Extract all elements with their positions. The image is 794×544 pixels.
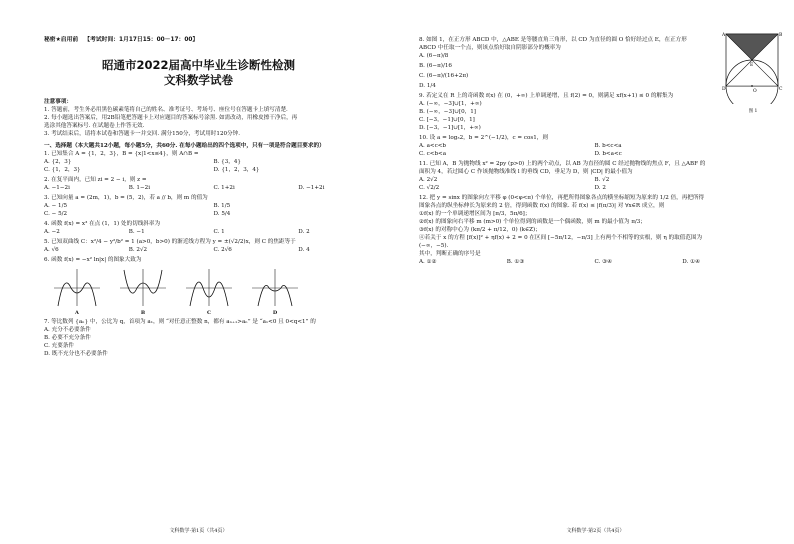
figure-1 [722, 30, 784, 114]
point-c-label: C [779, 87, 783, 92]
q6-graph-d [250, 266, 300, 316]
q3-option-a: A. − 1/5 [44, 203, 68, 209]
question-3: 3. 已知向量 a = (2m，1)，b = (5，2)，若 a // b，则 m 的值为 [44, 195, 208, 201]
q1-options-row2 [44, 166, 383, 174]
q3-options [44, 202, 383, 210]
q7-option-a: A. 充分不必要条件 [44, 327, 91, 333]
square-circle-diagram [722, 30, 784, 104]
question-4: 4. 函数 f(x) = x³ 在点 (1，1) 处的切线斜率为 [44, 221, 161, 227]
q12-option-a: A. ①② [419, 259, 437, 265]
point-d-label: D [722, 87, 726, 92]
q12-statement-4: ④若关于 x 的方程 [f(x)]² + ηf(x) + 2 = 0 在区间 [−5π/12，−π/3] 上有两个不相等的实根，则 η 的取值范围为 [419, 235, 703, 241]
q6-label-b: B [140, 310, 146, 316]
q6-graph-a-plot [52, 266, 102, 310]
q10-options [419, 142, 770, 150]
exam-time: 【考试时间：1月17日15：00－17：00】 [84, 37, 199, 43]
q5-option-b: B. 2√2 [128, 247, 148, 253]
question-2: 2. 在复平面内，已知 zi = 2 − i，则 z = [44, 177, 147, 183]
q7-option-b: B. 必要不充分条件 [44, 335, 91, 341]
q5-option-d: D. 4 [298, 247, 310, 253]
q12-statement-4-cont: (−∞，−5). [419, 243, 449, 249]
q1-option-b: B. {3，4} [213, 159, 241, 165]
section-1-heading: 一、选择题（本大题共12小题，每小题5分，共60分. 在每小题给出的四个选项中，只有一项是符合题目要求的） [44, 143, 325, 149]
q9-option-d: D. [−3，−1]∪[1，+∞) [419, 125, 481, 131]
q1-option-c: C. {1，2，3} [44, 167, 81, 173]
figure-caption: 图 1 [748, 109, 758, 114]
q11-option-b: B. √2 [594, 177, 610, 183]
q1-option-d: D. {1，2，3，4} [213, 167, 260, 173]
q7-option-d: D. 既不充分也不必要条件 [44, 351, 108, 357]
page-footer-right: 文科数学·第2页（共4页） [566, 528, 625, 534]
q8-option-c: C. (6−π)/(16+2π) [419, 73, 469, 79]
q6-graphs [52, 266, 383, 316]
question-11-cont: 面积为 4，若过圆心 C 作该抛物线准线 l 的垂线 CD，垂足为 D，则 |CD| 的最小值为 [419, 169, 633, 175]
question-8: 8. 如图 1，在正方形 ABCD 中，△ABE 是等腰直角三角形，以 CD 为直径的圆 O 恰好经过点 E，在正方形 [419, 37, 687, 43]
q11-options-row2 [419, 184, 770, 192]
q6-label-c: C [207, 310, 211, 316]
q12-option-d: D. ①④ [682, 259, 701, 265]
point-b-label: B [779, 33, 783, 38]
q2-option-c: C. 1+2i [213, 185, 235, 191]
question-9: 9. 若定义在 R 上的奇函数 f(x) 在 (0，+∞) 上单调递增，且 f(2) = 0，则满足 xf(x+1) ≤ 0 的解集为 [419, 93, 674, 99]
q1-options [44, 158, 383, 166]
exam-header [44, 36, 383, 44]
question-1: 1. 已知集合 A = {1，2，3}，B = {x|1<x≤4}，则 A∩B = [44, 151, 199, 157]
q9-option-a: A. (−∞，−3]∪[1，+∞) [419, 101, 482, 107]
secret-label: 秘密★启用前 [44, 37, 79, 43]
question-11: 11. 已知 A，B 为抛物线 x² = 2py (p>0) 上的两个动点，以 AB 为直径的圆 C 经过抛物线的焦点 F，且 △ABF 的 [419, 161, 706, 167]
q11-option-a: A. 2√2 [419, 177, 438, 183]
q6-graph-a [52, 266, 102, 316]
q3-option-d: D. 5/4 [213, 211, 231, 217]
q2-option-d: D. −1+2i [298, 185, 325, 191]
q8-option-a: A. (6−π)/8 [419, 53, 449, 59]
q10-option-b: B. b<c<a [594, 143, 622, 149]
q7-option-c: C. 充要条件 [44, 343, 75, 349]
q12-option-c: C. ③④ [594, 259, 613, 265]
q12-statement-2: ②f(x) 的图象向右平移 m (m>0) 个单位得到的函数是一个偶函数，则 m 的最小值为 π/3； [419, 219, 646, 225]
q12-statement-1: ①f(x) 的一个单调递增区间为 [π/3，5π/6]； [419, 211, 531, 217]
q10-option-d: D. b<a<c [594, 151, 622, 157]
question-8-cont: ABCD 中任取一个点，则该点恰好取自阴影部分的概率为 [419, 45, 561, 51]
point-e-label: E [750, 63, 754, 68]
q11-option-d: D. 2 [594, 185, 606, 191]
point-a-label: A [722, 33, 726, 38]
question-12-cont: 图象各点的纵坐标伸长为原来的 2 倍，得到函数 f(x) 的图象. 若 f(x) ≤ |f(π/3)| 对 ∀x∈R 成立，则 [419, 203, 665, 209]
exam-title: 昭通市2022届高中毕业生诊断性检测 [101, 58, 295, 72]
q2-options [44, 184, 383, 192]
q5-option-c: C. 2√6 [213, 247, 232, 253]
q10-options-row2 [419, 150, 770, 158]
q6-graph-c [184, 266, 234, 316]
q3-options-row2 [44, 210, 383, 218]
q6-graph-b [118, 266, 168, 316]
q11-option-c: C. √2/2 [419, 185, 440, 191]
note-1: 1. 答题前，考生务必用黑色碳素笔将自己的姓名、准考证号、考场号、座位号在答题卡上填写清楚. [44, 107, 288, 113]
q4-option-a: A. −2 [44, 229, 60, 235]
q3-option-b: B. 1/5 [213, 203, 231, 209]
q4-option-d: D. 2 [298, 229, 310, 235]
q12-option-b: B. ①③ [506, 259, 525, 265]
question-10: 10. 设 a = log₃2，b = 2^(−1/2)，c = cos1，则 [419, 135, 548, 141]
q5-option-a: A. √6 [44, 247, 59, 253]
q4-option-b: B. −1 [128, 229, 145, 235]
exam-subtitle: 文科数学试卷 [164, 73, 233, 87]
q6-graph-d-plot [250, 266, 300, 310]
note-2-cont: 选涂其他答案标号. 在试题卷上作答无效. [44, 123, 145, 129]
q10-option-c: C. c<b<a [419, 151, 447, 157]
q6-graph-c-plot [184, 266, 234, 310]
q4-option-c: C. 1 [213, 229, 225, 235]
q8-option-b: B. (6−π)/16 [419, 63, 452, 69]
note-3: 3. 考试结束后，请将本试卷和答题卡一并交回. 满分150分，考试用时120分钟. [44, 131, 241, 137]
q11-options [419, 176, 770, 184]
q4-options [44, 228, 383, 236]
q2-option-a: A. −1−2i [44, 185, 70, 191]
q5-options [44, 246, 383, 254]
q12-ask: 其中，判断正确的序号是 [419, 251, 481, 257]
q8-option-d: D. 1/4 [419, 83, 436, 89]
q12-options [419, 258, 770, 266]
q2-option-b: B. 1−2i [128, 185, 151, 191]
q6-graph-b-plot [118, 266, 168, 310]
q9-option-c: C. [−3，−1]∪[0，1] [419, 117, 475, 123]
point-o-label: O [753, 89, 757, 94]
notes-title: 注意事项： [44, 99, 72, 105]
right-page [397, 0, 794, 544]
question-7: 7. 等比数列 {aₙ} 中，公比为 q，首项为 a₁，则 “对任意正整数 n，都有 aₙ₊₁>aₙ” 是 “a₁<0 且 0<q<1” 的 [44, 319, 316, 325]
q6-label-a: A [75, 310, 79, 316]
q12-statement-3: ③f(x) 的对称中心为 (kπ/2 + π/12，0) (k∈Z)； [419, 227, 541, 233]
note-2: 2. 每小题选出答案后，用2B铅笔把答题卡上对应题目的答案标号涂黑. 如需改动，用橡皮擦干净后，再 [44, 115, 298, 121]
q6-label-d: D [272, 310, 278, 316]
question-12: 12. 把 y = sinx 的图象向左平移 φ (0<φ<π) 个单位，再把所得图象各点的横坐标缩短为原来的 1/2 倍，再把所得 [419, 195, 705, 201]
page-footer-left: 文科数学·第1页（共4页） [169, 528, 228, 534]
q10-option-a: A. a<c<b [419, 143, 447, 149]
q1-option-a: A. {2，3} [44, 159, 72, 165]
q9-option-b: B. (−∞，−3]∪[0，1] [419, 109, 476, 115]
question-5: 5. 已知双曲线 C：x²/4 − y²/b² = 1 (a>0，b>0) 的渐近线方程为 y = ±(√2/2)x，则 C 的焦距等于 [44, 239, 296, 245]
question-6: 6. 函数 f(x) = −x² ln|x| 的图象大致为 [44, 257, 142, 263]
q3-option-c: C. − 5/2 [44, 211, 68, 217]
